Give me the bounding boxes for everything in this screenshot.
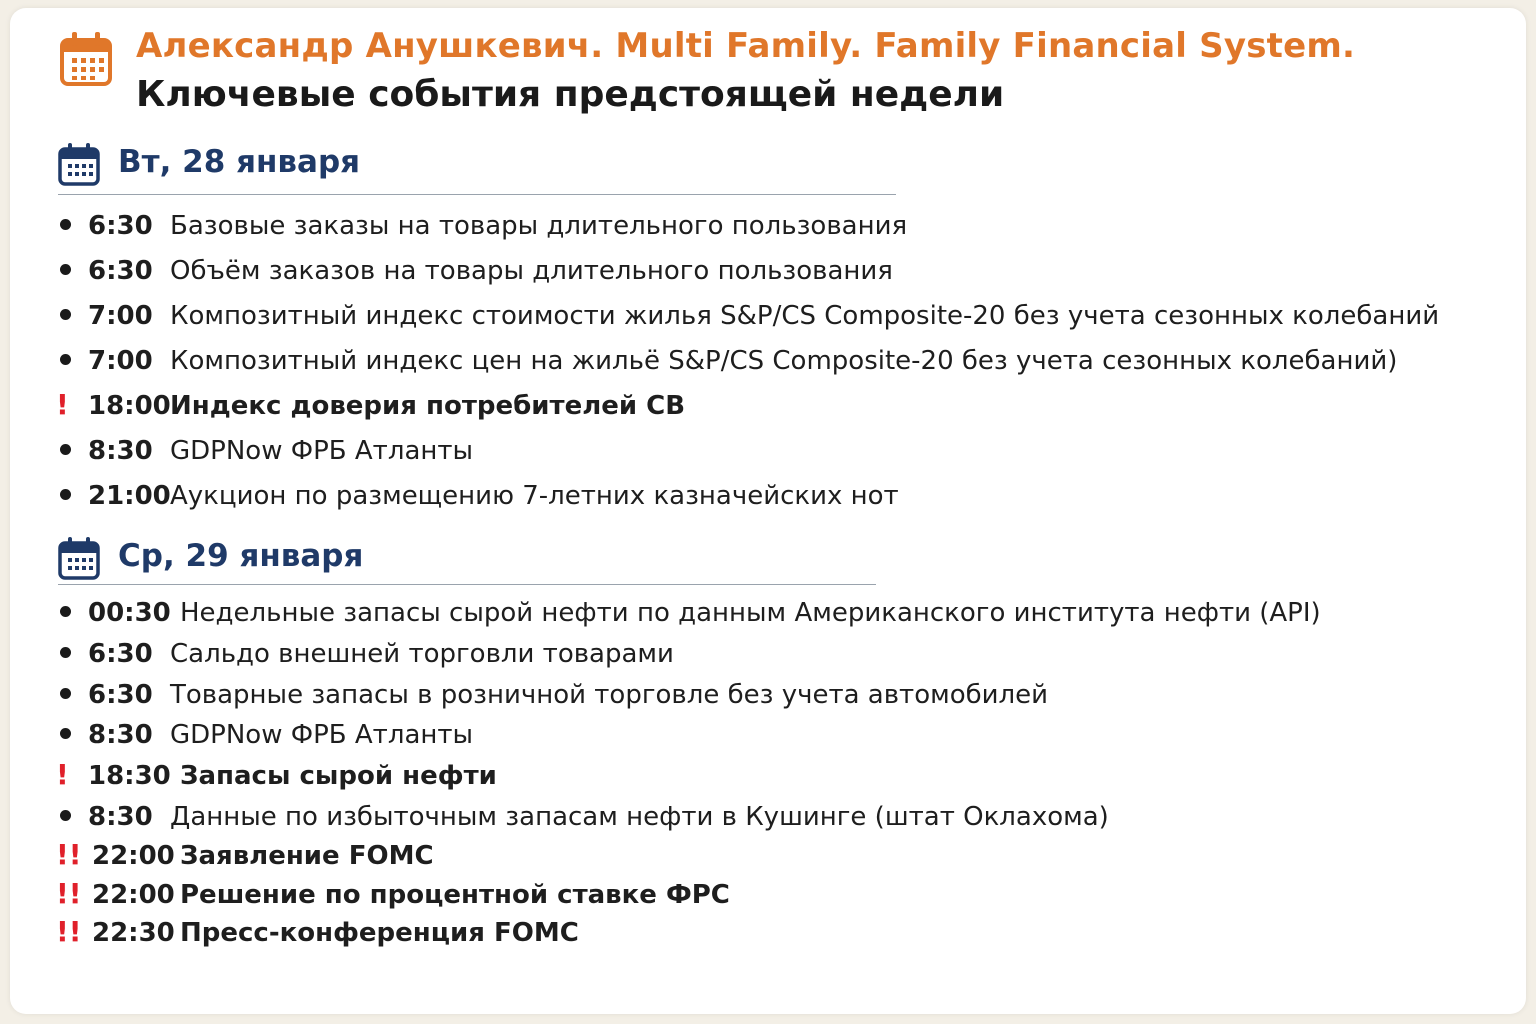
bullet-icon xyxy=(58,797,86,837)
event-time: 18:00 xyxy=(88,391,171,421)
event-time: 18:30 xyxy=(88,761,171,791)
event-text: GDPNow ФРБ Атланты xyxy=(170,720,474,750)
event-text: Базовые заказы на товары длительного пользования xyxy=(170,211,908,241)
event-time: 7:00 xyxy=(88,301,153,331)
exclamation-icon: ! xyxy=(56,388,69,421)
event-text: Заявление FOMC xyxy=(180,841,434,871)
event-text: Недельные запасы сырой нефти по данным Американского института нефти (API) xyxy=(180,598,1321,628)
double-exclamation-icon: !! xyxy=(56,915,82,948)
event-text: Товарные запасы в розничной торговле без учета автомобилей xyxy=(170,680,1049,710)
page-title: Александр Анушкевич. Multi Family. Family Financial System. xyxy=(136,26,1356,66)
day-divider xyxy=(58,584,876,585)
calendar-icon xyxy=(58,142,100,186)
event-time: 22:00 xyxy=(92,880,175,910)
event-time: 8:30 xyxy=(88,802,153,832)
bullet-icon xyxy=(58,593,86,633)
event-time: 6:30 xyxy=(88,256,153,286)
page-subtitle: Ключевые события предстоящей недели xyxy=(136,74,1005,115)
bullet-icon xyxy=(58,206,86,246)
bullet-icon xyxy=(58,251,86,291)
event-text: Композитный индекс цен на жильё S&P/CS Composite-20 без учета сезонных колебаний) xyxy=(170,346,1398,376)
bullet-icon xyxy=(58,675,86,715)
event-text: Объём заказов на товары длительного пользования xyxy=(170,256,893,286)
bullet-icon xyxy=(58,341,86,381)
day-title: Ср, 29 января xyxy=(118,538,364,574)
bullet-icon xyxy=(58,431,86,471)
event-text: Запасы сырой нефти xyxy=(180,761,497,791)
event-text: Решение по процентной ставке ФРС xyxy=(180,880,730,910)
event-text: Индекс доверия потребителей CB xyxy=(170,391,686,421)
event-text: Композитный индекс стоимости жилья S&P/CS Composite-20 без учета сезонных колебаний xyxy=(170,301,1440,331)
double-exclamation-icon: !! xyxy=(56,877,82,910)
bullet-icon xyxy=(58,715,86,755)
exclamation-icon: ! xyxy=(56,758,69,791)
event-text: Аукцион по размещению 7-летних казначейских нот xyxy=(170,481,899,511)
event-time: 7:00 xyxy=(88,346,153,376)
day-title: Вт, 28 января xyxy=(118,144,361,180)
event-time: 22:30 xyxy=(92,918,175,948)
event-text: Пресс-конференция FOMC xyxy=(180,918,579,948)
bullet-icon xyxy=(58,296,86,336)
event-text: Данные по избыточным запасам нефти в Кушинге (штат Оклахома) xyxy=(170,802,1109,832)
event-text: GDPNow ФРБ Атланты xyxy=(170,436,474,466)
event-time: 8:30 xyxy=(88,720,153,750)
calendar-icon xyxy=(60,30,112,86)
event-text: Сальдо внешней торговли товарами xyxy=(170,639,674,669)
event-time: 6:30 xyxy=(88,211,153,241)
bullet-icon xyxy=(58,476,86,516)
event-time: 21:00 xyxy=(88,481,171,511)
event-time: 22:00 xyxy=(92,841,175,871)
event-time: 8:30 xyxy=(88,436,153,466)
bullet-icon xyxy=(58,634,86,674)
calendar-icon xyxy=(58,536,100,580)
event-time: 00:30 xyxy=(88,598,171,628)
day-divider xyxy=(58,194,896,195)
event-time: 6:30 xyxy=(88,680,153,710)
event-time: 6:30 xyxy=(88,639,153,669)
double-exclamation-icon: !! xyxy=(56,838,82,871)
